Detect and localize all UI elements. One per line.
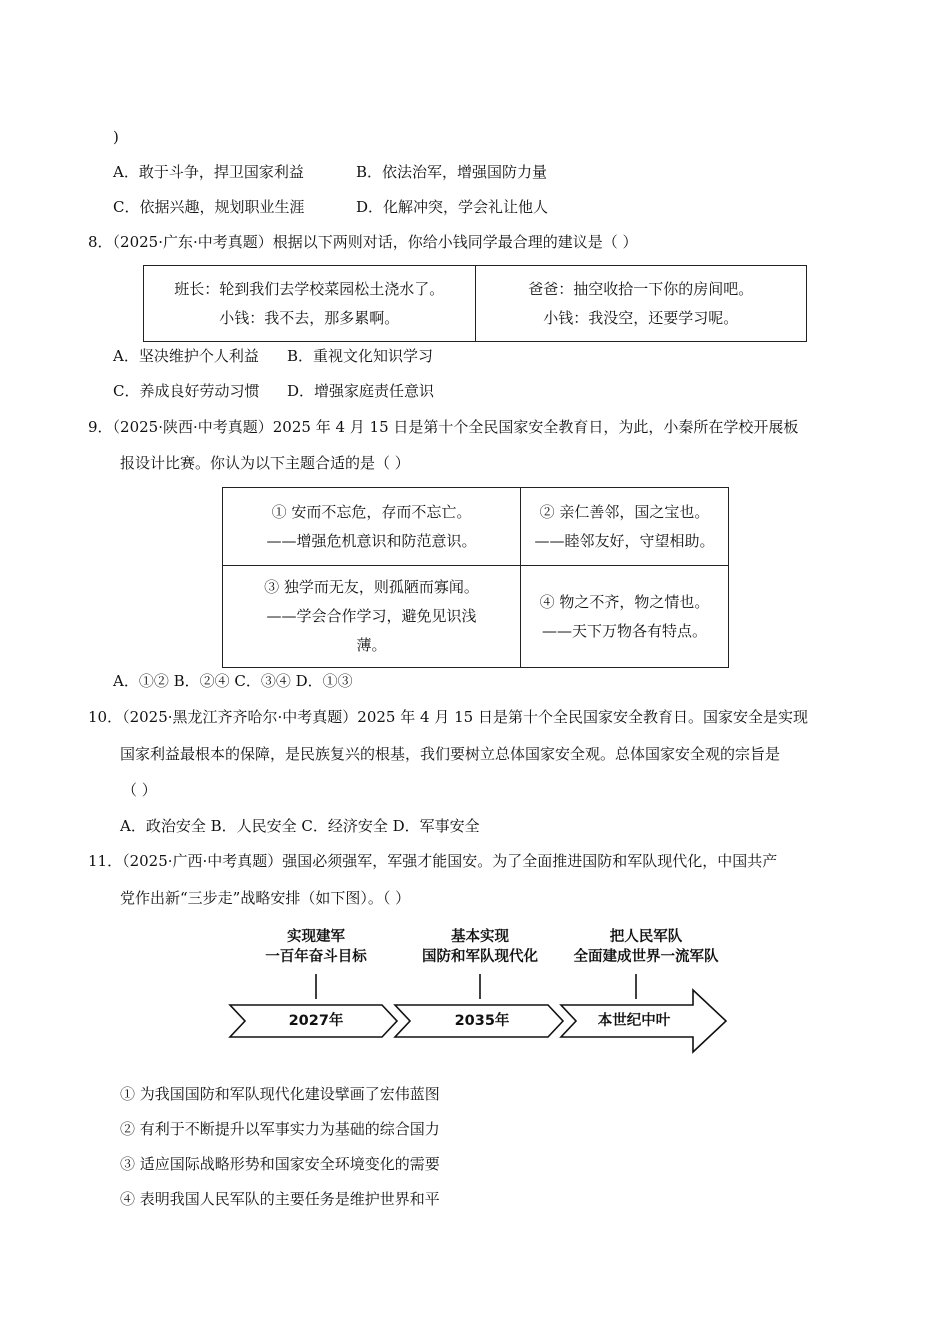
q9-cell-4 [521,566,729,668]
goal-1 [246,927,386,967]
goal-2-line1: 基本实现 [451,929,509,945]
q8-option-a: A．坚决维护个人利益 [113,347,259,365]
three-step-strategy-diagram [226,924,736,1058]
q9-cell-1-line2: ——增强危机意识和防范意识。 [266,531,477,550]
q9-cell-1 [223,488,521,566]
goal-3 [556,927,736,967]
q8-dialog-table [143,265,807,342]
q7-option-b: B．依法治军，增强国防力量 [356,163,548,181]
q10-stem-line1: 10．（2025·黑龙江齐齐哈尔·中考真题）2025 年 4 月 15 日是第十个全民国家安全教育日。国家安全是实现 [88,708,808,726]
q11-statement-3: ③ 适应国际战略形势和国家安全环境变化的需要 [120,1155,440,1173]
q8-dialog-right-line1: 爸爸：抽空收拾一下你的房间吧。 [528,279,754,298]
q9-cell-3-line2: ——学会合作学习，避免见识浅 [266,607,477,625]
q10-stem-line3: （ ） [122,781,157,799]
q8-dialog-left [144,266,476,342]
q11-stem-line2: 党作出新“三步走”战略安排（如下图）。（ ） [120,889,411,907]
step-2-label: 2035年 [454,1013,510,1029]
q9-stem-line1: 9．（2025·陕西·中考真题）2025 年 4 月 15 日是第十个全民国家安全教育日，为此，小秦所在学校开展板 [88,418,799,436]
q9-cell-1-line1: ① 安而不忘危，存而不忘亡。 [271,502,472,521]
q7-paren-close: ) [113,128,119,146]
goal-2 [400,927,560,967]
q10-options: A．政治安全 B．人民安全 C．经济安全 D．军事安全 [120,817,480,835]
q8-option-b: B．重视文化知识学习 [287,347,434,365]
q8-dialog-right-line2: 小钱：我没空，还要学习呢。 [543,308,739,327]
q9-cell-3-line1: ③ 独学而无友，则孤陋而寡闻。 [264,578,479,596]
q8-option-d: D．增强家庭责任意识 [287,382,435,400]
q9-options: A．①② B．②④ C．③④ D．①③ [113,672,353,690]
q8-option-c: C．养成良好劳动习惯 [113,382,260,400]
step-1-label: 2027年 [288,1013,344,1029]
step-3-label: 本世纪中叶 [597,1013,671,1029]
q8-dialog-left-line2: 小钱：我不去，那多累啊。 [219,308,400,327]
q9-stem-line2: 报设计比赛。你认为以下主题合适的是（ ） [120,454,410,472]
q7-option-d: D．化解冲突，学会礼让他人 [356,198,549,216]
goal-3-line2: 全面建成世界一流军队 [573,949,719,965]
q11-statement-1: ① 为我国国防和军队现代化建设擘画了宏伟蓝图 [120,1085,440,1103]
goal-3-line1: 把人民军队 [609,929,683,945]
q11-stem-line1: 11．（2025·广西·中考真题）强国必须强军，军强才能国安。为了全面推进国防和军队现代化，中国共产 [88,852,778,870]
q7-option-c: C．依据兴趣，规划职业生涯 [113,198,305,216]
q9-cell-2 [521,488,729,566]
q10-stem-line2: 国家利益最根本的保障，是民族复兴的根基，我们要树立总体国家安全观。总体国家安全观的宗旨是 [120,745,781,763]
q9-cell-3 [223,566,521,668]
q11-statement-2: ② 有利于不断提升以军事实力为基础的综合国力 [120,1120,440,1138]
q11-statement-4: ④ 表明我国人民军队的主要任务是维护世界和平 [120,1190,440,1208]
q8-stem: 8．（2025·广东·中考真题）根据以下两则对话，你给小钱同学最合理的建议是（ ） [88,233,638,251]
q9-cell-3-line3: 薄。 [356,636,387,654]
q9-cell-4-line2: ——天下万物各有特点。 [541,621,707,640]
q9-cell-2-line2: ——睦邻友好，守望相助。 [534,531,715,550]
q9-theme-table [222,487,729,668]
q8-dialog-left-line1: 班长：轮到我们去学校菜园松土浇水了。 [174,279,445,298]
goal-1-line1: 实现建军 [287,929,345,945]
q9-cell-2-line1: ② 亲仁善邻，国之宝也。 [539,502,710,521]
q7-option-a: A．敢于斗争，捍卫国家利益 [113,163,304,181]
goal-1-line2: 一百年奋斗目标 [265,949,367,965]
q8-dialog-right [475,266,807,342]
q9-cell-4-line1: ④ 物之不齐，物之情也。 [539,592,710,611]
goal-2-line2: 国防和军队现代化 [422,949,538,965]
